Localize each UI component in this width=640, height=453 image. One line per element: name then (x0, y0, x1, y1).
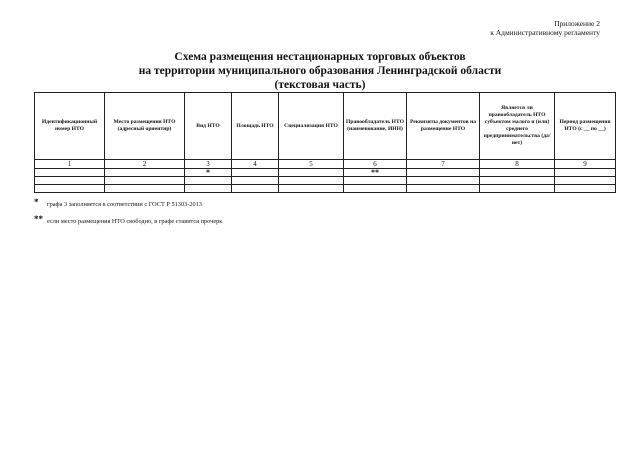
column-number: 2 (105, 160, 185, 169)
table-cell (555, 185, 616, 193)
table-cell (185, 185, 232, 193)
table-cell (407, 177, 480, 185)
column-number: 4 (232, 160, 279, 169)
table-header-row (35, 93, 616, 160)
table-cell (35, 185, 105, 193)
column-number: 3 (185, 160, 232, 169)
table-row (35, 169, 616, 177)
header-location: Место размещения НТО (адресный ориентир) (105, 93, 185, 160)
table-cell (232, 185, 279, 193)
footnote-mark: ** (34, 214, 43, 224)
document-title (0, 50, 640, 92)
column-numbers-row (35, 160, 616, 169)
column-number: 9 (555, 160, 616, 169)
table-cell (35, 177, 105, 185)
nto-scheme-table (34, 92, 616, 193)
footnote (34, 216, 222, 226)
table-cell (344, 177, 407, 185)
table-row (35, 177, 616, 185)
header-area: Площадь НТО (232, 93, 279, 160)
column-number: 1 (35, 160, 105, 169)
appendix-reference (490, 19, 600, 37)
footnote (34, 199, 222, 209)
title-line-2: на территории муниципального образования Ленинградской области (138, 65, 502, 77)
table-cell (185, 177, 232, 185)
header-period: Период размещения НТО (с __ по __) (555, 93, 616, 160)
footnote-text: графа 3 заполняется в соответствии с ГОСТ Р 51303-2013 (47, 201, 202, 208)
table-cell (480, 185, 555, 193)
footnotes (34, 199, 222, 233)
table-cell (232, 177, 279, 185)
appendix-number: Приложение 2 (554, 19, 600, 28)
table-cell (105, 169, 185, 177)
header-documents: Реквизиты документов на размещение НТО (407, 93, 480, 160)
table-cell (480, 169, 555, 177)
header-small-business: Является ли правообладатель НТО субъектом малого и (или) среднего предпринимательства (да/нет) (480, 93, 555, 160)
table-cell (555, 169, 616, 177)
table-cell (279, 177, 344, 185)
header-owner: Правообладатель НТО (наименование, ИНН) (344, 93, 407, 160)
footnote-mark: * (34, 197, 39, 207)
title-line-1: Схема размещения нестационарных торговых объектов (174, 51, 466, 63)
table-cell (344, 185, 407, 193)
column-number: 7 (407, 160, 480, 169)
table-cell (279, 169, 344, 177)
table-cell (480, 177, 555, 185)
table-cell (232, 169, 279, 177)
table-cell (35, 169, 105, 177)
header-nto-type: Вид НТО (185, 93, 232, 160)
table-cell (105, 185, 185, 193)
header-id-number: Идентификационный номер НТО (35, 93, 105, 160)
table-row (35, 185, 616, 193)
appendix-regulation: к Административному регламенту (490, 28, 600, 37)
column-number: 8 (480, 160, 555, 169)
title-line-3: (текстовая часть) (274, 79, 366, 91)
footnote-mark-cell: * (185, 169, 232, 177)
table-cell (279, 185, 344, 193)
column-number: 5 (279, 160, 344, 169)
table-cell (105, 177, 185, 185)
table-cell (555, 177, 616, 185)
footnote-text: если место размещения НТО свободно, в графе ставится прочерк (47, 218, 223, 225)
footnote-mark-cell: ** (344, 169, 407, 177)
table-cell (407, 185, 480, 193)
column-number: 6 (344, 160, 407, 169)
table-cell (407, 169, 480, 177)
header-specialization: Специализация НТО (279, 93, 344, 160)
